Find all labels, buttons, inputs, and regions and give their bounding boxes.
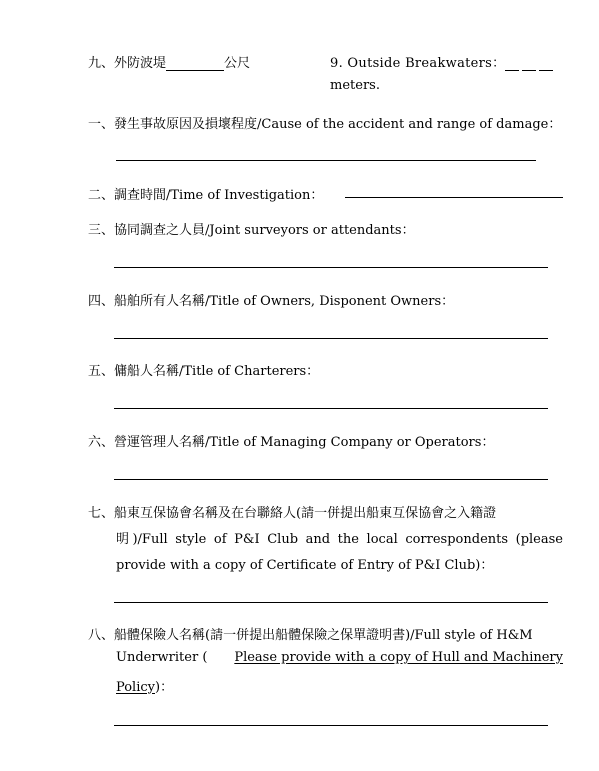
item8-line2-plain: Underwriter ( <box>116 650 208 665</box>
item4-answer-line[interactable] <box>114 338 548 339</box>
item9-en-blank[interactable] <box>505 56 556 71</box>
item9-zh-blank[interactable] <box>166 58 224 71</box>
item9-zh-unit: 公尺 <box>224 56 251 71</box>
item3-answer-line[interactable] <box>114 267 548 268</box>
item5-label: 五、傭船人名稱/Title of Charterers： <box>88 364 320 379</box>
item8-line3-underlined: Policy <box>116 680 155 695</box>
item2-answer-line[interactable] <box>345 197 563 198</box>
item9-zh-prefix: 九、外防波堤 <box>88 56 167 71</box>
item8-line3 <box>116 676 173 695</box>
item8-line2 <box>116 650 563 665</box>
item1-answer-line[interactable] <box>116 160 536 161</box>
item9-en-text: 9. Outside Breakwaters： <box>330 56 506 71</box>
item7-line1: 七、船東互保協會名稱及在台聯絡人(請一併提出船東互保協會之入籍證 <box>88 506 497 521</box>
item2-label: 二、調查時間/Time of Investigation： <box>88 188 324 203</box>
item5-answer-line[interactable] <box>114 408 548 409</box>
item7-answer-line[interactable] <box>114 602 548 603</box>
item9-en-label <box>330 52 556 71</box>
item7-line3: provide with a copy of Certificate of Entry of P&I Club)： <box>116 558 494 573</box>
item3-label: 三、協同調查之人員/Joint surveyors or attendants： <box>88 223 415 238</box>
item4-label: 四、船舶所有人名稱/Title of Owners, Disponent Owners： <box>88 294 455 309</box>
item6-label: 六、營運管理人名稱/Title of Managing Company or Operators： <box>88 435 495 450</box>
item9-en-unit: meters. <box>330 78 380 93</box>
item8-line1: 八、船體保險人名稱(請一併提出船體保險之保單證明書)/Full style of H&M <box>88 628 533 643</box>
item8-answer-line[interactable] <box>114 725 548 726</box>
item8-line3-tail: )： <box>155 680 174 695</box>
item8-line2-underlined: Please provide with a copy of Hull and Machinery <box>234 650 563 665</box>
item9-zh-label <box>88 52 250 71</box>
item7-line2: 明)/Full style of P&I Club and the local correspondents (please <box>116 532 563 547</box>
item1-label: 一、發生事故原因及損壞程度/Cause of the accident and range of damage： <box>88 117 562 132</box>
item6-answer-line[interactable] <box>114 479 548 480</box>
